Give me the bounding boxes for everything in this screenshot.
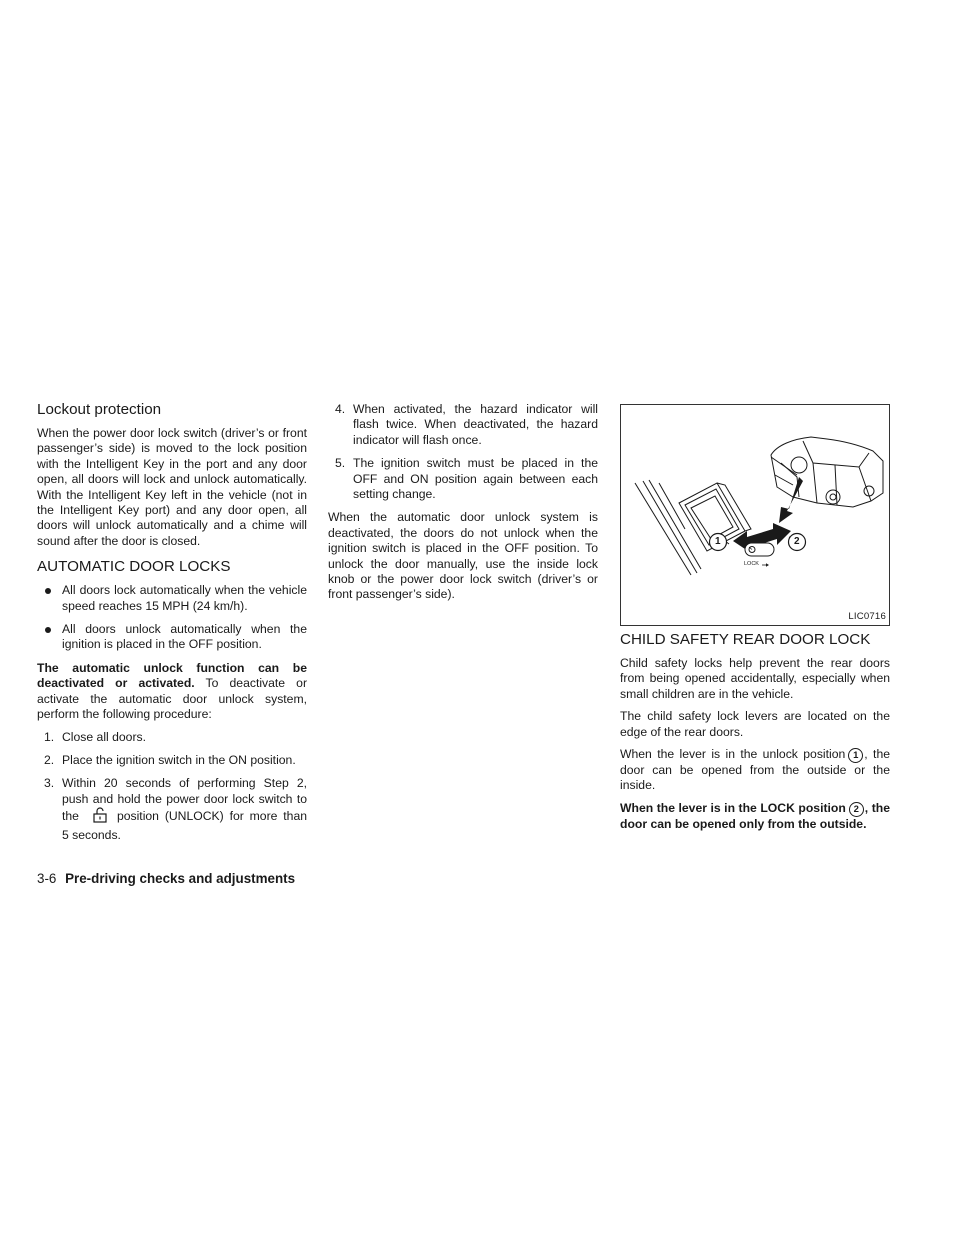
door-edge-drawing bbox=[621, 405, 889, 625]
column-middle bbox=[328, 402, 598, 610]
child-safety-unlock bbox=[620, 747, 890, 794]
procedure-steps-a bbox=[37, 730, 307, 843]
bullet-icon bbox=[45, 627, 51, 633]
step-number: 5. bbox=[335, 456, 346, 471]
list-item bbox=[328, 402, 598, 448]
unlock-switch-icon bbox=[93, 807, 107, 827]
automatic-door-locks-heading: AUTOMATIC DOOR LOCKS bbox=[37, 558, 231, 576]
list-item bbox=[37, 583, 307, 614]
unlock-function-paragraph bbox=[37, 661, 307, 723]
automatic-door-locks-list bbox=[37, 583, 307, 653]
list-item bbox=[37, 730, 307, 745]
child-safety-intro: Child safety locks help prevent the rear doors from being opened accidentally, especially when small children are in the vehicle. bbox=[620, 656, 890, 701]
callout-2-label: 2 bbox=[794, 536, 800, 547]
bullet-text: All doors lock automatically when the vehicle speed reaches 15 MPH (24 km/h). bbox=[62, 583, 307, 613]
bullet-text: All doors unlock automatically when the ignition is placed in the OFF position. bbox=[62, 622, 307, 652]
step-text: Within 20 seconds of performing Step 2, push and hold the power door lock switch to the bbox=[62, 776, 307, 824]
step-number: 2. bbox=[44, 752, 55, 767]
step-text-end: position (UNLOCK) for more than 5 seconds. bbox=[62, 809, 307, 842]
callout-1-inline: 1 bbox=[848, 748, 863, 763]
unlock-function-bold: The automatic unlock function can be deactivated or activated. bbox=[37, 660, 307, 691]
column-right bbox=[620, 404, 890, 839]
list-item bbox=[37, 753, 307, 768]
unlock-function-text: To deactivate or activate the automatic door unlock system, perform the following procedure: bbox=[37, 676, 308, 722]
step-text: The ignition switch must be placed in the OFF and ON position again between each setting change. bbox=[353, 456, 598, 502]
lockout-protection-heading: Lockout protection bbox=[37, 401, 162, 418]
bullet-icon bbox=[45, 588, 51, 594]
step-number: 4. bbox=[335, 402, 346, 416]
child-safety-location: The child safety lock levers are located on the edge of the rear doors. bbox=[620, 709, 890, 739]
page-footer bbox=[37, 871, 295, 887]
lock-text-end: , the door can be opened only from the outside. bbox=[620, 800, 890, 831]
lockout-protection-text: When the power door lock switch (driver’s or front passenger’s side) is moved to the lock position with the Intelligent Key in the port and any door open, all doors will lock and unlock automatically. With the Intelligent Key left in the vehicle (not in the Intelligent Key port) and any door open, all doors will unlock automatically and a chime will sound after the door is closed. bbox=[37, 426, 307, 548]
step-number: 3. bbox=[44, 776, 55, 791]
deactivation-note: When the automatic door unlock system is deactivated, the doors do not unlock when the ignition switch is placed in the OFF position. To unlock the door manually, use the inside lock knob or the power door lock switch (driver’s or front passenger’s side). bbox=[328, 510, 598, 602]
list-item bbox=[37, 776, 307, 843]
step-number: 1. bbox=[44, 729, 55, 744]
child-lock-illustration bbox=[620, 404, 890, 626]
child-safety-lock bbox=[620, 801, 890, 832]
column-left bbox=[37, 400, 307, 851]
procedure-steps-b bbox=[328, 402, 598, 502]
unlock-text-end: , the door can be opened from the outside or the inside. bbox=[620, 747, 890, 793]
step-text: Close all doors. bbox=[62, 729, 146, 744]
step-text: When activated, the hazard indicator will flash twice. When deactivated, the hazard indicator will flash once. bbox=[353, 402, 598, 447]
lock-label: LOCK bbox=[744, 561, 759, 567]
callout-1-label: 1 bbox=[715, 536, 721, 547]
step-text: Place the ignition switch in the ON position. bbox=[62, 752, 296, 767]
callout-2-inline: 2 bbox=[849, 802, 864, 817]
page-number: 3-6 bbox=[37, 871, 57, 886]
lock-text: When the lever is in the LOCK position bbox=[620, 800, 846, 815]
section-title: Pre-driving checks and adjustments bbox=[65, 871, 296, 886]
unlock-text: When the lever is in the unlock position bbox=[620, 747, 846, 762]
child-safety-heading: CHILD SAFETY REAR DOOR LOCK bbox=[620, 631, 871, 648]
list-item bbox=[328, 456, 598, 502]
figure-code: LIC0716 bbox=[848, 611, 886, 622]
list-item bbox=[37, 622, 307, 653]
